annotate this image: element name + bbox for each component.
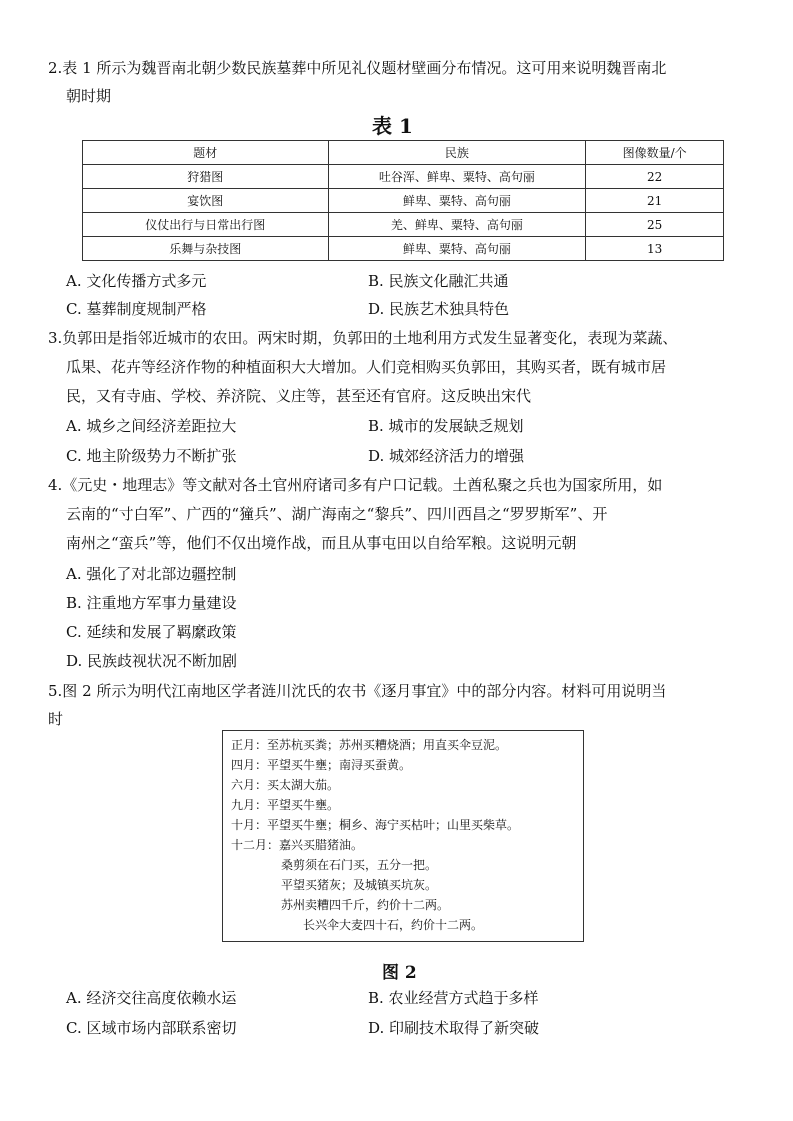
q5-option-c[interactable]: C. 区域市场内部联系密切: [66, 1019, 237, 1037]
q2-stem-line2: 朝时期: [66, 87, 112, 105]
q4-stem-line2: 云南的“寸白军”、广西的“獞兵”、湖广海南之“黎兵”、四川西昌之“罗罗斯军”、开: [66, 505, 608, 523]
q4-option-b[interactable]: B. 注重地方军事力量建设: [66, 594, 237, 612]
q4-stem-line3: 南州之“蛮兵”等，他们不仅出境作战，而且从事屯田以自给军粮。这说明元朝: [66, 534, 577, 552]
table-cell: 宴饮图: [83, 189, 329, 213]
figure-line: 十月：平望买牛壅；桐乡、海宁买枯叶；山里买柴草。: [231, 818, 520, 832]
table-caption: 表 1: [372, 114, 413, 138]
table-cell: 鲜卑、粟特、高句丽: [328, 189, 586, 213]
figure-line: 十二月：嘉兴买腊猪油。: [231, 838, 364, 852]
table-header: 图像数量/个: [586, 141, 724, 165]
table-cell: 乐舞与杂技图: [83, 237, 329, 261]
q2-option-c[interactable]: C. 墓葬制度规制严格: [66, 300, 207, 318]
table-row: [83, 189, 724, 213]
q3-stem-line1: 3.负郭田是指邻近城市的农田。两宋时期，负郭田的土地利用方式发生显著变化，表现为菜蔬、: [48, 329, 678, 347]
q5-option-a[interactable]: A. 经济交往高度依赖水运: [66, 989, 237, 1007]
q3-stem-line3: 民，又有寺庙、学校、养济院、义庄等，甚至还有官府。这反映出宋代: [66, 387, 532, 405]
figure-line: 九月：平望买牛壅。: [231, 798, 340, 812]
table-header-row: [83, 141, 724, 165]
q5-option-b[interactable]: B. 农业经营方式趋于多样: [368, 989, 539, 1007]
q2-option-d[interactable]: D. 民族艺术独具特色: [368, 300, 510, 318]
table-cell: 仪仗出行与日常出行图: [83, 213, 329, 237]
q3-stem-line2: 瓜果、花卉等经济作物的种植面积大大增加。人们竞相购买负郭田，其购买者，既有城市居: [66, 358, 667, 376]
q2-option-b[interactable]: B. 民族文化融汇共通: [368, 272, 509, 290]
table-cell: 22: [586, 165, 724, 189]
table-cell: 21: [586, 189, 724, 213]
figure-line: 平望买猪灰；及城镇买坑灰。: [281, 878, 438, 892]
figure-line: 正月：至苏杭买粪；苏州买糟烧酒；用直买伞豆泥。: [231, 738, 508, 752]
q3-option-a[interactable]: A. 城乡之间经济差距拉大: [66, 417, 237, 435]
table-row: [83, 165, 724, 189]
q5-stem-line2: 时: [48, 710, 64, 728]
q5-stem-line1: 5.图 2 所示为明代江南地区学者涟川沈氏的农书《逐月事宜》中的部分内容。材料可用说明当: [48, 682, 667, 700]
table-cell: 狩猎图: [83, 165, 329, 189]
table-cell: 羌、鲜卑、粟特、高句丽: [328, 213, 586, 237]
table-row: [83, 237, 724, 261]
table-header: 题材: [83, 141, 329, 165]
figure-line: 长兴伞大麦四十石，约价十二两。: [303, 918, 484, 932]
figure-line: 六月：买太湖大茄。: [231, 778, 340, 792]
figure-line: 苏州卖糟四千斤，约价十二两。: [281, 898, 450, 912]
figure-caption: 图 2: [382, 963, 417, 983]
table-cell: 鲜卑、粟特、高句丽: [328, 237, 586, 261]
table-row: [83, 213, 724, 237]
q2-option-a[interactable]: A. 文化传播方式多元: [66, 272, 207, 290]
q3-option-d[interactable]: D. 城郊经济活力的增强: [368, 447, 525, 465]
q4-stem-line1: 4.《元史・地理志》等文献对各土官州府诸司多有户口记载。土酋私聚之兵也为国家所用，如: [48, 476, 663, 494]
q2-stem-line1: 2.表 1 所示为魏晋南北朝少数民族墓葬中所见礼仪题材壁画分布情况。这可用来说明魏晋南北: [48, 59, 667, 77]
figure-line: 桑剪须在石门买，五分一把。: [281, 858, 438, 872]
q5-option-d[interactable]: D. 印刷技术取得了新突破: [368, 1019, 540, 1037]
table-cell: 13: [586, 237, 724, 261]
q4-option-a[interactable]: A. 强化了对北部边疆控制: [66, 565, 237, 583]
data-table: [82, 140, 724, 261]
figure-box: [222, 730, 584, 942]
q3-option-b[interactable]: B. 城市的发展缺乏规划: [368, 417, 524, 435]
table-cell: 25: [586, 213, 724, 237]
q4-option-d[interactable]: D. 民族歧视状况不断加剧: [66, 652, 238, 670]
q4-option-c[interactable]: C. 延续和发展了羁縻政策: [66, 623, 237, 641]
table-cell: 吐谷浑、鲜卑、粟特、高句丽: [328, 165, 586, 189]
q3-option-c[interactable]: C. 地主阶级势力不断扩张: [66, 447, 237, 465]
table-header: 民族: [328, 141, 586, 165]
figure-line: 四月：平望买牛壅；南浔买蚕黄。: [231, 758, 412, 772]
